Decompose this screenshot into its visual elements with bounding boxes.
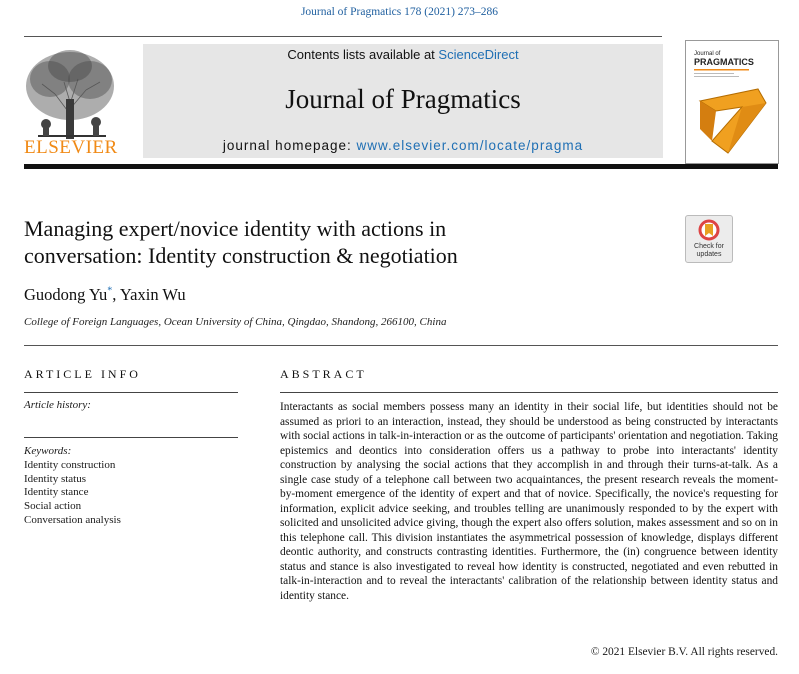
author-1[interactable]: Guodong Yu — [24, 285, 108, 304]
section-divider — [24, 345, 778, 346]
elsevier-wordmark: ELSEVIER — [24, 137, 118, 158]
bookmark-icon — [686, 216, 732, 262]
abstract-text: Interactants as social members possess many an identity in their social life, but identities should not be assumed as priori to an interaction, instead, they should be understood as being constructed by interactants with social actions in talk-in-interaction or as the outcome of participants' orientation and negotiation. Taking epistemics and deontics into consideration offers us a pathway to probe into interactants' identity construction by analysing the social actions that they accomplish in and through their turns-at-talk. As a single case study of a telephone call between two acquaintances, the present research reveals the moment-by-moment emergence of the identity of expert and that of novice. Specifically, the novice's requesting for information, explicit advice seeking, and troubles telling are unanimously responded to by the expert with solicited and unsolicited advice giving, though the expert also offers solution, makes assessment and so on in this telephone call. This division instantiates the asymmetrical possession of knowledge, displays different deontic authority, and constructs contrasting identities. Furthermore, the (in) congruence between identity status and stance is also investigated to reveal how identity is constructed, negotiated and even rebutted in talk-in-interaction and to reveal the interactants' calibration of the relationship between identity status and identity stance. — [280, 401, 778, 602]
author-separator: , — [112, 285, 120, 304]
keywords-label: Keywords: — [24, 445, 72, 457]
article-history-label: Article history: — [24, 399, 91, 411]
abstract-heading: ABSTRACT — [280, 367, 367, 381]
title-line-1: Managing expert/novice identity with actions in — [24, 216, 447, 241]
corresponding-author-marker[interactable]: * — [107, 285, 113, 297]
copyright-notice: © 2021 Elsevier B.V. All rights reserved. — [590, 646, 778, 658]
article-info-rule-top — [24, 392, 238, 393]
title-line-2: conversation: Identity construction & negotiation — [24, 243, 458, 268]
contents-line — [143, 47, 663, 62]
keyword-item: Identity stance — [24, 486, 89, 499]
check-for-updates-button[interactable] — [685, 215, 733, 263]
cover-line2: PRAGMATICS — [694, 57, 754, 67]
header-thick-rule — [24, 164, 778, 169]
article-info-heading: ARTICLE INFO — [24, 367, 141, 381]
homepage-line — [143, 138, 663, 153]
keyword-item: Social action — [24, 500, 82, 513]
author-list — [24, 285, 186, 305]
journal-cover-image[interactable] — [685, 40, 779, 164]
keyword-item: Conversation analysis — [24, 513, 121, 526]
keyword-item: Identity construction — [24, 458, 116, 471]
keyword-item: Identity status — [24, 472, 87, 485]
header-divider — [24, 36, 662, 37]
abstract-rule — [280, 392, 778, 393]
journal-title: Journal of Pragmatics — [285, 84, 521, 114]
keywords-block — [24, 445, 121, 528]
sciencedirect-link[interactable]: ScienceDirect — [438, 47, 519, 62]
homepage-link[interactable]: www.elsevier.com/locate/pragma — [356, 138, 584, 153]
paper-title — [24, 215, 644, 269]
check-badge-line1: Check for — [694, 243, 724, 250]
contents-prefix: Contents lists available at — [287, 47, 439, 62]
journal-cover-art — [686, 41, 778, 163]
journal-citation[interactable]: Journal of Pragmatics 178 (2021) 273–286 — [300, 6, 499, 18]
article-info-rule-mid — [24, 437, 238, 438]
affiliation: College of Foreign Languages, Ocean University of China, Qingdao, Shandong, 266100, China — [24, 316, 447, 328]
check-badge-line2: updates — [696, 251, 722, 258]
cover-line1: Journal of — [694, 51, 721, 57]
author-2[interactable]: Yaxin Wu — [119, 285, 186, 304]
homepage-prefix: journal homepage: — [222, 138, 357, 153]
